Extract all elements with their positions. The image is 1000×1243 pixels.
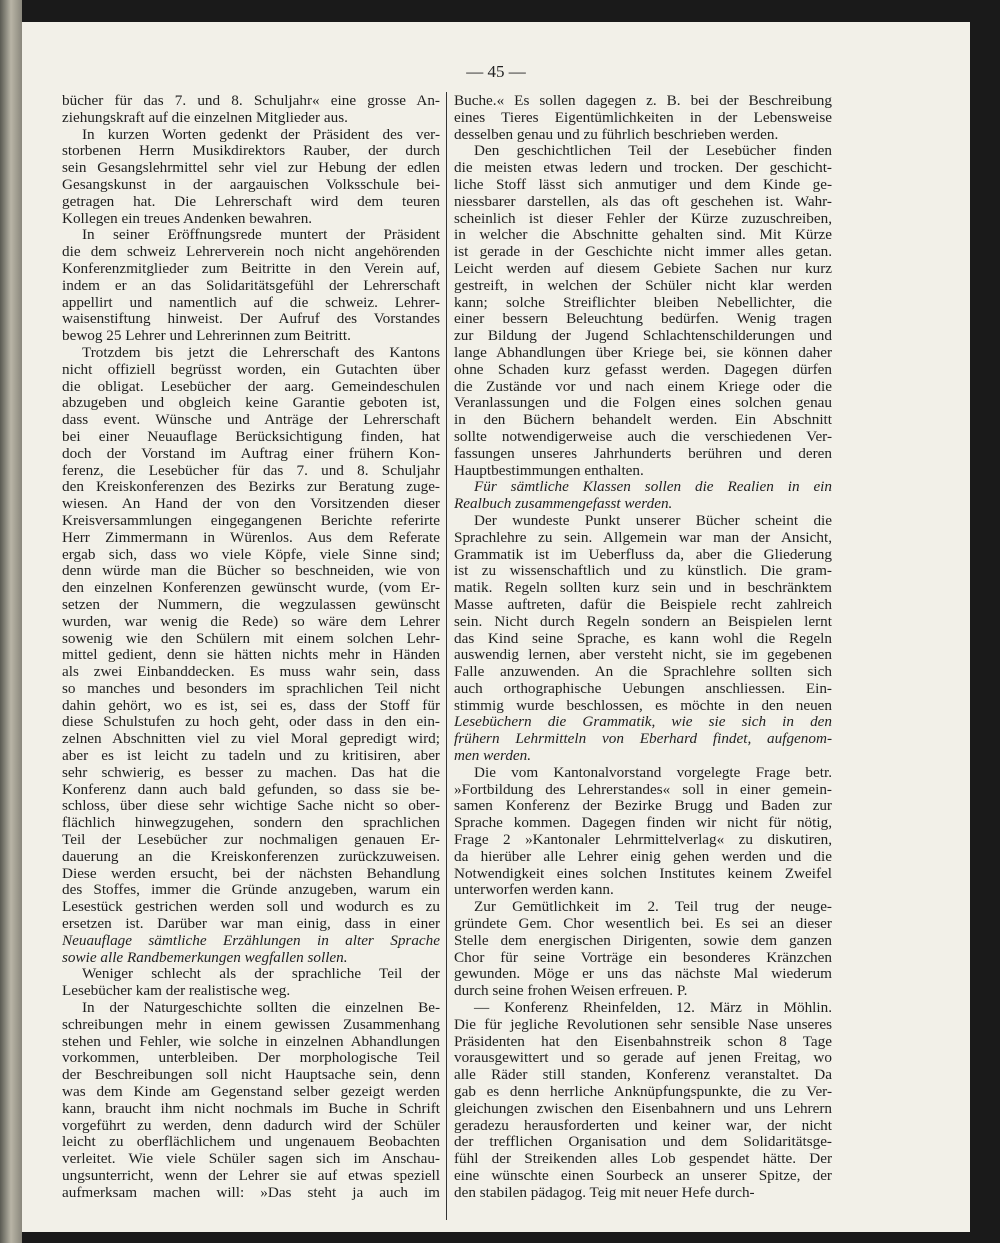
text-line: so manches und besonders im sprachlichen Teil nicht (62, 680, 440, 697)
text-line: eines Tieres Eigentümlichkeiten in der Lebensweise (454, 109, 832, 126)
text-line: appellirt und namentlich auf die schweiz. Lehrer- (62, 294, 440, 311)
text-line: desselben genau und zu führlich beschrieben werden. (454, 126, 779, 143)
text-line: ungsunterricht, wenn der Lehrer sie auf etwas speziell (62, 1168, 440, 1184)
text-line: sollte notwendigerweise auch die verschiedenen Ver- (454, 428, 832, 445)
text-line: des Stoffes, immer die Gründe anzugeben, warum ein (62, 882, 440, 899)
text-line: matik. Regeln sollten kurz sein und in beschränktem (454, 580, 832, 597)
text-line: Konferenzmitglieder zum Beitritte in den Verein auf, (62, 260, 440, 277)
text-line: In der Naturgeschichte sollten die einzelnen Be- (82, 1000, 440, 1017)
text-line: — Konferenz Rheinfelden, 12. März in Möhlin. (474, 1000, 832, 1017)
text-line: zelnen Abschnitten viel zu viel Moral gepredigt wird; (62, 731, 440, 748)
text-line: aufmerksam machen will: »Das steht ja auch im (62, 1184, 440, 1201)
text-line: dauerung an die Kreiskonferenzen zurückzuweisen. (62, 848, 440, 865)
text-line: alle Räder still standen, Konferenz veranstaltet. Da (454, 1067, 832, 1084)
text-line: Frage 2 »Kantonaler Lehrmittelverlag« zu diskutiren, (454, 832, 832, 849)
text-line: Herr Zimmermann in Würenlos. Aus dem Referate (62, 529, 440, 546)
text-line: Lesestück gestrichen werden soll und wodurch es zu (62, 899, 440, 916)
text-line: ist zu wissenschaftlich und zu künstlich. Die gram- (454, 563, 832, 580)
text-line: lange Abhandlungen über Kriege bei, sie können daher (454, 344, 832, 361)
text-line: gab es denn herrliche Anknüpfungspunkte, die zu Ver- (454, 1084, 832, 1101)
text-line: diese Schulstufen zu hoch geht, oder dass in den ein- (62, 714, 440, 731)
text-line: Buche.« Es sollen dagegen z. B. bei der Beschreibung (454, 93, 832, 109)
text-line: Zur Gemütlichkeit im 2. Teil trug der neuge- (474, 899, 832, 916)
text-line: Teil der Lesebücher zur nochmaligen genauen Er- (62, 832, 440, 849)
text-line: sowenig wie den Schülern mit einem solchen Lehr- (62, 630, 440, 647)
right-text-column (454, 93, 832, 1202)
text-line: scheinlich ist dieser Fehler der Kürze zuzuschreiben, (454, 210, 832, 227)
text-line: kann, braucht ihm nicht nochmals im Buche in Schrift (62, 1100, 440, 1117)
text-line: In seiner Eröffnungsrede muntert der Präsident (82, 227, 440, 244)
text-line: Trotzdem bis jetzt die Lehrerschaft des Kantons (82, 344, 440, 361)
text-line: die dem schweiz Lehrerverein noch nicht angehörenden (62, 244, 440, 261)
text-line: den stabilen pädagog. Teig mit neuer Hefe durch- (454, 1184, 755, 1201)
text-line: storbenen Herrn Musikdirektors Rauber, der durch (62, 143, 440, 160)
text-line: den Kreiskonferenzen des Bezirks zur Beratung zuge- (62, 479, 440, 496)
text-line: Lesebüchern die Grammatik, wie sie sich in den (454, 714, 832, 731)
text-line: in den Büchern behandelt werden. Ein Abschnitt (454, 412, 832, 429)
text-line: ersetzen ist. Darüber war man einig, dass in einer (62, 916, 440, 933)
text-line: ohne Schaden kurz gefasst werden. Dagegen dürfen (454, 361, 832, 378)
text-line: aber es ist leicht zu tadeln und zu kritisiren, aber (62, 748, 440, 765)
text-line: schreibungen mehr in einem gewissen Zusammenhang (62, 1016, 440, 1033)
text-line: nicht offiziell begrüsst worden, ein Gutachten über (62, 361, 440, 378)
text-line: flächlich hinwegzugehen, sondern den sprachlichen (62, 815, 440, 832)
text-line: der Beschreibungen soll nicht Hauptsache sein, denn (62, 1067, 440, 1084)
text-line: denn würde man die Bücher so beschneiden, wie von (62, 563, 440, 580)
left-text-column (62, 93, 440, 1202)
text-line: waisenstiftung hinweist. Der Aufruf des Vorstandes (62, 311, 440, 328)
text-line: Chor für seine Vorträge ein besonderes Kränzchen (454, 949, 832, 966)
text-line: getragen hat. Die Lehrerschaft wird dem teuren (62, 193, 440, 210)
text-line: die meisten etwas ledern und trocken. Der geschicht- (454, 160, 832, 177)
text-line: sehr schwierig, es besser zu machen. Das hat die (62, 764, 440, 781)
text-line: bei einer Neuauflage Berücksichtigung finden, hat (62, 428, 440, 445)
text-line: Falle anzuwenden. An die Sprachlehre sollten sich (454, 664, 832, 681)
text-line: auch orthographische Uebungen anschliessen. Ein- (454, 680, 832, 697)
text-line: Lesebücher kam der realistische weg. (62, 983, 291, 1000)
text-line: Sprache kommen. Dagegen finden wir nicht für nötig, (454, 815, 832, 832)
text-line: Die vom Kantonalvorstand vorgelegte Frage betr. (474, 764, 832, 781)
text-line: Weniger schlecht als der sprachliche Teil der (82, 966, 440, 983)
page-number: — 45 — (466, 62, 526, 81)
text-line: samen Konferenz der Bezirke Brugg und Baden zur (454, 798, 832, 815)
text-line: Kollegen ein treues Andenken bewahren. (62, 210, 313, 227)
column-divider (446, 92, 447, 1220)
text-line: gründete Gem. Chor wesentlich bei. Es sei an dieser (454, 916, 832, 933)
text-line: Für sämtliche Klassen sollen die Realien in ein (474, 479, 832, 496)
text-line: ergab sich, dass wo viele Köpfe, viele Sinne sind; (62, 546, 440, 563)
text-line: das Kind seine Sprache, es kann wohl die Regeln (454, 630, 832, 647)
text-line: niessbarer darstellen, als das oft geschehen ist. Wahr- (454, 193, 832, 210)
text-line: Der wundeste Punkt unserer Bücher scheint die (474, 512, 832, 529)
text-line: durch seine frohen Weisen erfreuen. P. (454, 983, 688, 1000)
text-line: als zwei Einbanddecken. Es muss wahr sein, dass (62, 664, 440, 681)
text-line: dahin gehört, wo es ist, sei es, dass der Stoff für (62, 697, 440, 714)
text-line: kann; solche Streiflichter bleiben Nebellichter, die (454, 294, 832, 311)
text-line: Grammatik ist im Ueberfluss da, aber die Gliederung (454, 546, 832, 563)
text-line: wiesen. An Hand der von den Vorsitzenden dieser (62, 496, 440, 513)
text-line: frühern Lehrmitteln von Eberhard findet, aufgenom- (454, 731, 832, 748)
text-line: Gesangskunst in der aargauischen Volksschule bei- (62, 176, 440, 193)
text-line: men werden. (454, 748, 532, 765)
text-line: abzugeben und obgleich keine Garantie geboten ist, (62, 395, 440, 412)
text-line: dass event. Wünsche und Anträge der Lehrerschaft (62, 412, 440, 429)
text-line: gestreift, in welchen der Schüler nicht klar werden (454, 277, 832, 294)
text-line: eine wünschte einen Sourbeck an unserer Spitze, der (454, 1168, 832, 1184)
text-line: In kurzen Worten gedenkt der Präsident des ver- (82, 126, 440, 143)
text-line: sein Gesangslehrmittel sehr viel zur Hebung der edlen (62, 160, 440, 177)
text-line: gewunden. Möge er uns das nächste Mal wiederum (454, 966, 832, 983)
text-line: was dem Kinde am Gegenstand selber gezeigt werden (62, 1084, 440, 1101)
text-line: in welcher die Abschnitte gehalten sind. Mit Kürze (454, 227, 832, 244)
text-line: auswendig lernen, aber versteht nicht, sie im gegebenen (454, 647, 832, 664)
text-line: da hierüber alle Lehrer einig gehen werden und die (454, 848, 832, 865)
text-line: Realbuch zusammengefasst werden. (454, 496, 673, 513)
text-line: Kreisversammlungen eingegangenen Berichte referirte (62, 512, 440, 529)
text-line: sowie alle Randbemerkungen wegfallen sollen. (62, 949, 348, 966)
text-line: setzen der Nummern, die wegzulassen gewünscht (62, 596, 440, 613)
text-line: der trefflichen Organisation und dem Solidaritätsge- (454, 1134, 832, 1151)
text-line: Konferenz dann auch bald gefunden, so dass sie be- (62, 781, 440, 798)
text-line: stehen und Fehler, wie solche in einzelnen Abhandlungen (62, 1033, 440, 1050)
text-line: Hauptbestimmungen enthalten. (454, 462, 644, 479)
text-line: wurden, war wenig die Rede) so wäre dem Lehrer (62, 613, 440, 630)
text-line: Stelle dem energischen Dirigenten, sowie dem ganzen (454, 932, 832, 949)
text-line: leicht zu oberflächlichem und ungenauem Beobachten (62, 1134, 440, 1151)
text-line: Notwendigkeit eines solchen Institutes keinem Zweifel (454, 865, 832, 882)
text-line: vorausgewittert und so gerade auf jenen Freitag, wo (454, 1050, 832, 1067)
text-line: gleichungen zwischen den Eisenbahnern und uns Lehrern (454, 1100, 832, 1117)
text-line: einer bessern Beleuchtung bedürfen. Wenig tragen (454, 311, 832, 328)
text-line: bücher für das 7. und 8. Schuljahr« eine grosse An- (62, 93, 440, 109)
text-line: Neuauflage sämtliche Erzählungen in alter Sprache (62, 932, 440, 949)
document-page (22, 22, 970, 1232)
text-line: Präsidenten hat den Eisenbahnstreik schon 8 Tage (454, 1033, 832, 1050)
text-line: vorgeführt zu werden, denn dadurch wird der Schüler (62, 1117, 440, 1134)
text-line: fassungen unseres Jahrhunderts berühren und deren (454, 445, 832, 462)
text-line: Masse auftreten, dafür die Beispiele recht zahlreich (454, 596, 832, 613)
text-line: Leicht werden auf diesem Gebiete Sachen nur kurz (454, 260, 832, 277)
text-line: geradezu herausforderten und keiner war, der nicht (454, 1117, 832, 1134)
text-line: Den geschichtlichen Teil der Lesebücher finden (474, 143, 832, 160)
text-line: den einzelnen Konferenzen gewünscht wurde, (vom Er- (62, 580, 440, 597)
text-line: die Zustände vor und nach einem Kriege oder die (454, 378, 832, 395)
text-line: ziehungskraft auf die einzelnen Mitglieder aus. (62, 109, 348, 126)
text-line: zur Bildung der Jugend Schlachtenschilderungen und (454, 328, 832, 345)
text-line: doch der Vorstand im Auftrag einer frühern Kon- (62, 445, 440, 462)
text-line: Sprachlehre zu sein. Allgemein war man der Ansicht, (454, 529, 832, 546)
text-line: Die für jegliche Revolutionen sehr sensible Nase unseres (454, 1016, 832, 1033)
text-line: indem er an das Solidaritätsgefühl der Lehrerschaft (62, 277, 440, 294)
text-line: verleitet. Wie viele Schüler sagen sich im Anschau- (62, 1151, 440, 1168)
text-line: sein. Nicht durch Regeln sondern an Beispielen lernt (454, 613, 832, 630)
text-line: unterworfen werden kann. (454, 882, 614, 899)
text-line: ferenz, die Lesebücher für das 7. und 8. Schuljahr (62, 462, 440, 479)
text-line: fühl der Streikenden alles Lob gespendet hätte. Der (454, 1151, 832, 1168)
text-line: stimmig wurde beschlossen, es möchte in den neuen (454, 697, 832, 714)
text-line: die obligat. Lesebücher der aarg. Gemeindeschulen (62, 378, 440, 395)
text-line: bewog 25 Lehrer und Lehrerinnen zum Beitritt. (62, 328, 351, 345)
text-line: schloss, über diese sehr wichtige Sache nicht so ober- (62, 798, 440, 815)
text-line: liche Stoff lässt sich anmutiger und dem Kinde ge- (454, 176, 832, 193)
text-line: mittel gedient, denn sie hätten nichts mehr in Händen (62, 647, 440, 664)
text-line: Veranlassungen und die Folgen eines solchen genau (454, 395, 832, 412)
text-line: ist gerade in der Geschichte nicht immer alles getan. (454, 244, 832, 261)
text-line: Diese werden ersucht, bei der nächsten Behandlung (62, 865, 440, 882)
adjacent-page-edge (0, 0, 22, 1243)
text-line: vorkommen, unterbleiben. Der morphologische Teil (62, 1050, 440, 1067)
text-line: »Fortbildung des Lehrerstandes« soll in einer gemein- (454, 781, 832, 798)
